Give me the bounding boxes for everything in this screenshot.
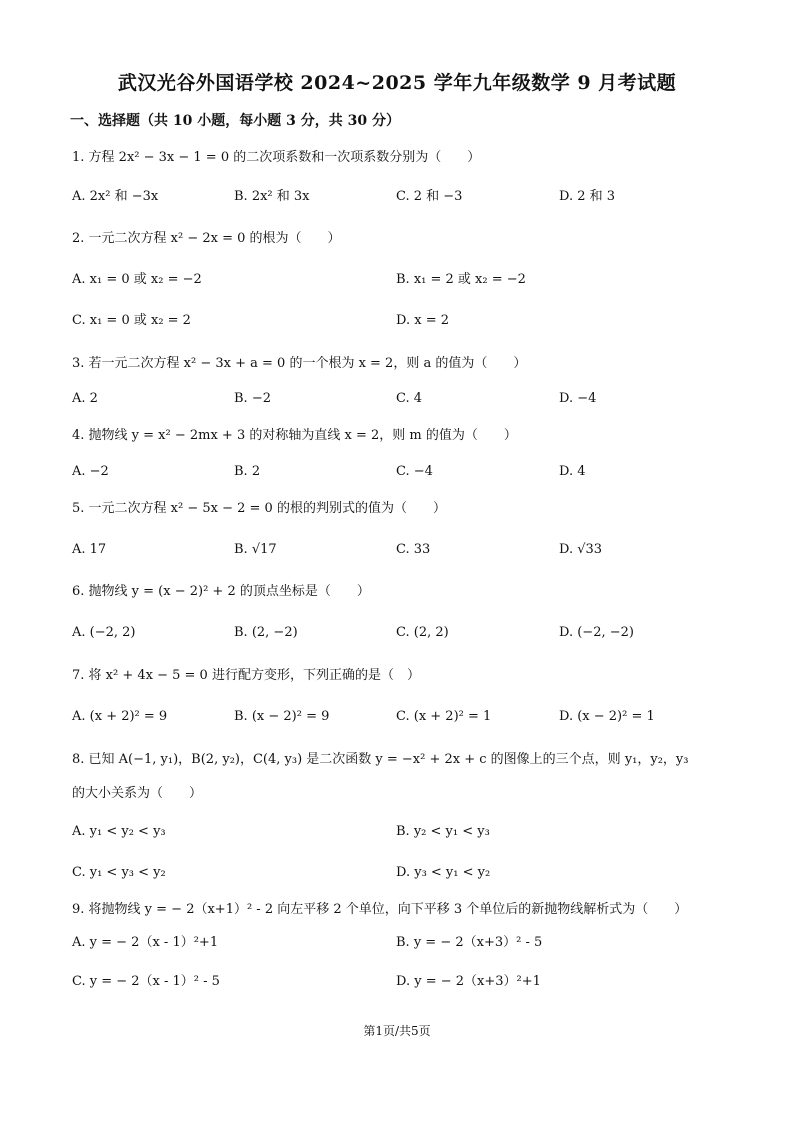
q7-option-a: A. (x + 2)² = 9 (72, 709, 168, 724)
q6-option-b: B. (2, −2) (234, 625, 298, 640)
q2-option-c: C. x₁ = 0 或 x₂ = 2 (72, 313, 191, 328)
q9-option-d: D. y = − 2（x+3）²+1 (396, 974, 541, 989)
q1-option-b: B. 2x² 和 3x (234, 189, 310, 204)
question-4: 4. 抛物线 y = x² − 2mx + 3 的对称轴为直线 x = 2，则 m 的值为（ ） (72, 428, 517, 443)
q3-option-c: C. 4 (396, 391, 423, 406)
q8-option-d: D. y₃ < y₁ < y₂ (396, 865, 491, 880)
q4-option-b: B. 2 (234, 464, 261, 479)
question-9: 9. 将抛物线 y = − 2（x+1）² - 2 向左平移 2 个单位，向下平移 3 个单位后的新抛物线解析式为（ ） (72, 902, 688, 917)
question-2: 2. 一元二次方程 x² − 2x = 0 的根为（ ） (72, 231, 341, 246)
q3-option-d: D. −4 (559, 391, 597, 406)
q6-option-d: D. (−2, −2) (559, 625, 634, 640)
q8-option-b: B. y₂ < y₁ < y₃ (396, 824, 490, 839)
q2-option-b: B. x₁ = 2 或 x₂ = −2 (396, 272, 526, 287)
question-6: 6. 抛物线 y = (x − 2)² + 2 的顶点坐标是（ ） (72, 584, 370, 599)
page-footer: 第1页/共5页 (363, 1024, 431, 1038)
question-5: 5. 一元二次方程 x² − 5x − 2 = 0 的根的判别式的值为（ ） (72, 501, 446, 516)
q7-option-d: D. (x − 2)² = 1 (559, 709, 655, 724)
q5-option-a: A. 17 (72, 542, 107, 557)
q2-option-d: D. x = 2 (396, 313, 449, 328)
question-1: 1. 方程 2x² − 3x − 1 = 0 的二次项系数和一次项系数分别为（ ） (72, 150, 481, 165)
section-heading: 一、选择题（共 10 小题，每小题 3 分，共 30 分） (70, 113, 400, 129)
q4-option-d: D. 4 (559, 464, 586, 479)
q5-option-c: C. 33 (396, 542, 431, 557)
q1-option-d: D. 2 和 3 (559, 189, 616, 204)
q6-option-c: C. (2, 2) (396, 625, 449, 640)
q4-option-a: A. −2 (72, 464, 109, 479)
q3-option-b: B. −2 (234, 391, 271, 406)
q3-option-a: A. 2 (72, 391, 98, 406)
q5-option-b: B. √17 (234, 542, 277, 557)
q6-option-a: A. (−2, 2) (72, 625, 136, 640)
q1-option-c: C. 2 和 −3 (396, 189, 463, 204)
question-8-continuation: 的大小关系为（ ） (72, 786, 203, 801)
q9-option-a: A. y = − 2（x - 1）²+1 (72, 935, 219, 950)
q5-option-d: D. √33 (559, 542, 603, 557)
question-8: 8. 已知 A(−1, y₁)，B(2, y₂)，C(4, y₃) 是二次函数 y = −x² + 2x + c 的图像上的三个点，则 y₁，y₂，y₃ (72, 752, 689, 767)
q9-option-c: C. y = − 2（x - 1）² - 5 (72, 974, 220, 989)
q7-option-b: B. (x − 2)² = 9 (234, 709, 330, 724)
q8-option-c: C. y₁ < y₃ < y₂ (72, 865, 166, 880)
q2-option-a: A. x₁ = 0 或 x₂ = −2 (72, 272, 202, 287)
q9-option-b: B. y = − 2（x+3）² - 5 (396, 935, 543, 950)
q8-option-a: A. y₁ < y₂ < y₃ (72, 824, 166, 839)
q7-option-c: C. (x + 2)² = 1 (396, 709, 492, 724)
question-3: 3. 若一元二次方程 x² − 3x + a = 0 的一个根为 x = 2，则 a 的值为（ ） (72, 356, 527, 371)
question-7: 7. 将 x² + 4x − 5 = 0 进行配方变形，下列正确的是（ ） (72, 668, 420, 683)
q4-option-c: C. −4 (396, 464, 433, 479)
q1-option-a: A. 2x² 和 −3x (72, 189, 159, 204)
page-title: 武汉光谷外国语学校 2024~2025 学年九年级数学 9 月考试题 (117, 72, 677, 94)
